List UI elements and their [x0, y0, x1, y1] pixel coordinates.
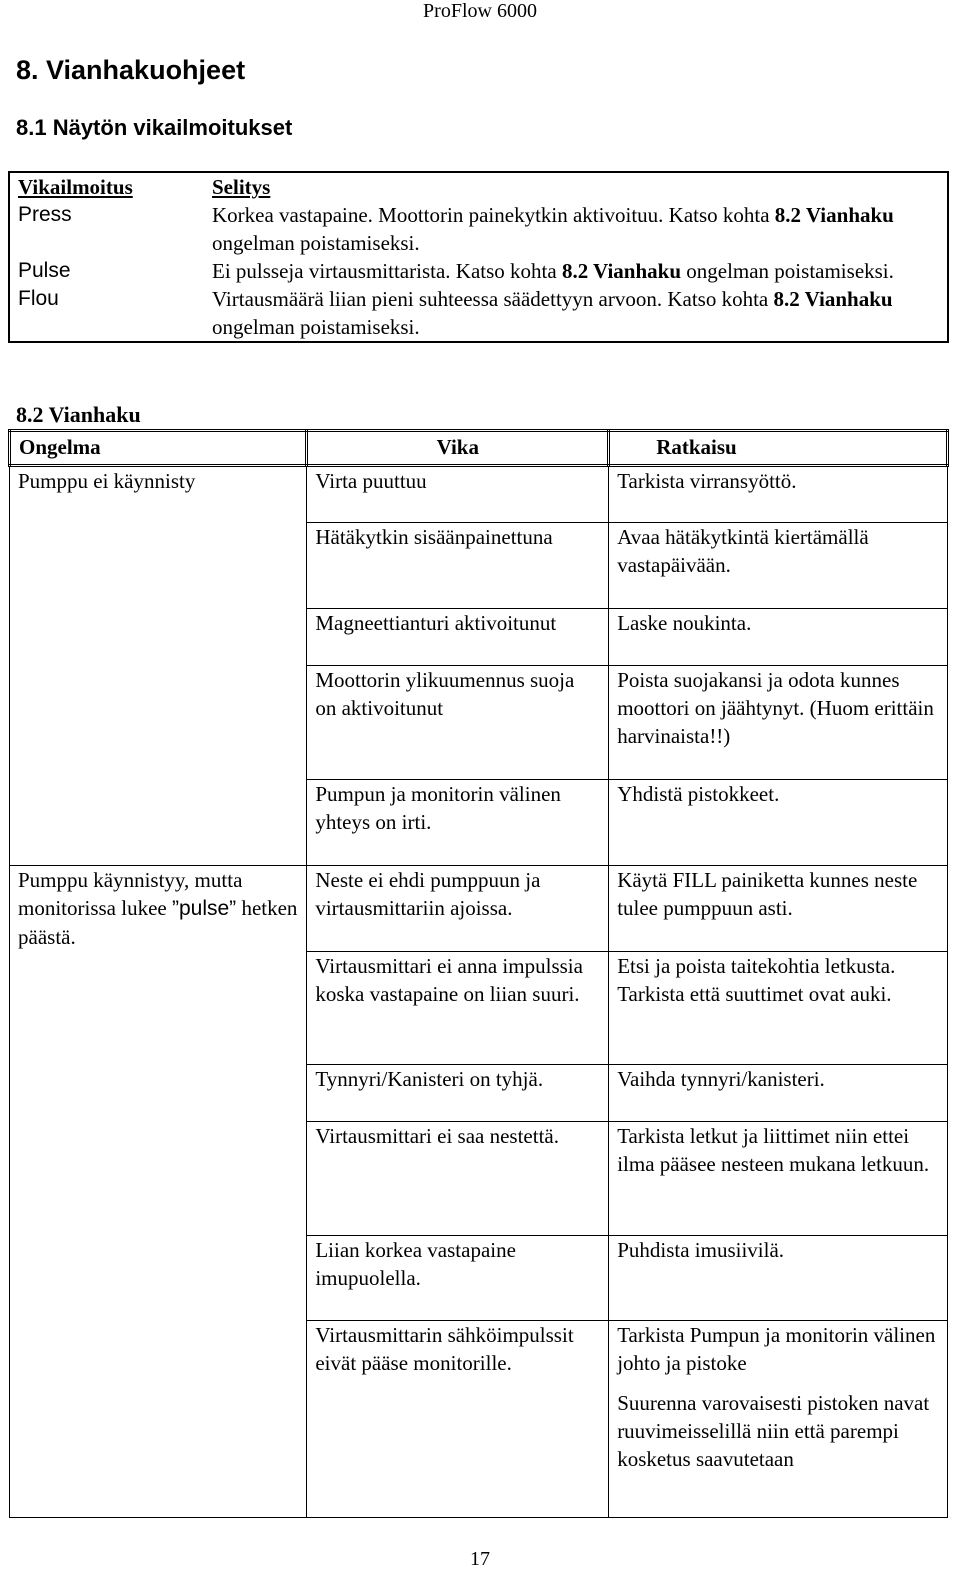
- table-row: [9, 201, 948, 257]
- subsection-heading-troubleshooting: 8.2 Vianhaku: [16, 402, 141, 427]
- page-number: 17: [470, 1548, 490, 1570]
- fault-cell: Liian korkea vastapaine imupuolella.: [307, 1236, 609, 1321]
- subsection-heading-display-errors: 8.1 Näytön vikailmoitukset: [16, 115, 293, 140]
- solution-cell: Tarkista virransyöttö.: [609, 466, 948, 523]
- fault-cell: Virta puuttuu: [307, 466, 609, 523]
- header-explanation: Selitys: [212, 175, 271, 199]
- error-code: Flou: [18, 287, 59, 310]
- problem-cell: Pumppu käynnistyy, mutta monitorissa lukee ”pulse” hetken päästä.: [10, 866, 307, 1518]
- page-header: ProFlow 6000: [423, 0, 537, 22]
- fault-cell: Hätäkytkin sisäänpainettuna: [307, 523, 609, 609]
- table-header-row: [9, 172, 948, 201]
- fault-cell: Virtausmittari ei saa nestettä.: [307, 1122, 609, 1236]
- solution-cell: Laske noukinta.: [609, 609, 948, 666]
- fault-cell: Moottorin ylikuumennus suoja on aktivoitunut: [307, 666, 609, 780]
- troubleshooting-table: [8, 429, 949, 1518]
- header-problem: Ongelma: [10, 431, 307, 466]
- table-row: [9, 257, 948, 285]
- table-row: [10, 466, 948, 523]
- fault-cell: Virtausmittarin sähköimpulssit eivät pääse monitorille.: [307, 1321, 609, 1518]
- solution-cell: Yhdistä pistokkeet.: [609, 780, 948, 866]
- fault-cell: Tynnyri/Kanisteri on tyhjä.: [307, 1065, 609, 1122]
- solution-cell: Etsi ja poista taitekohtia letkusta. Tarkista että suuttimet ovat auki.: [609, 952, 948, 1065]
- solution-cell: Tarkista Pumpun ja monitorin välinen johto ja pistoke Suurenna varovaisesti pistoken navat ruuvimeisselillä niin että parempi kosketus saavutetaan: [609, 1321, 948, 1518]
- error-code: Pulse: [18, 259, 71, 282]
- error-messages-table: [8, 171, 949, 343]
- fault-cell: Magneettianturi aktivoitunut: [307, 609, 609, 666]
- table-row: [9, 285, 948, 342]
- fault-cell: Virtausmittari ei anna impulssia koska vastapaine on liian suuri.: [307, 952, 609, 1065]
- fault-cell: Neste ei ehdi pumppuun ja virtausmittariin ajoissa.: [307, 866, 609, 952]
- header-solution: Ratkaisu: [609, 431, 948, 466]
- solution-cell: Poista suojakansi ja odota kunnes moottori on jäähtynyt. (Huom erittäin harvinaista!!): [609, 666, 948, 780]
- table-row: [10, 866, 948, 952]
- solution-cell: Käytä FILL painiketta kunnes neste tulee pumppuun asti.: [609, 866, 948, 952]
- section-heading: 8. Vianhakuohjeet: [16, 55, 246, 85]
- solution-cell: Puhdista imusiivilä.: [609, 1236, 948, 1321]
- header-fault: Vika: [307, 431, 609, 466]
- error-explanation: Korkea vastapaine. Moottorin painekytkin aktivoituu. Katso kohta 8.2 Vianhaku ongelman poistamiseksi.: [212, 203, 894, 255]
- solution-cell: Vaihda tynnyri/kanisteri.: [609, 1065, 948, 1122]
- fault-cell: Pumpun ja monitorin välinen yhteys on irti.: [307, 780, 609, 866]
- error-code: Press: [18, 203, 72, 226]
- solution-cell: Tarkista letkut ja liittimet niin ettei ilma pääsee nesteen mukana letkuun.: [609, 1122, 948, 1236]
- solution-cell: Avaa hätäkytkintä kiertämällä vastapäivään.: [609, 523, 948, 609]
- problem-cell: Pumppu ei käynnisty: [10, 466, 307, 866]
- error-explanation: Virtausmäärä liian pieni suhteessa säädettyyn arvoon. Katso kohta 8.2 Vianhaku ongelman poistamiseksi.: [212, 287, 893, 339]
- error-explanation: Ei pulsseja virtausmittarista. Katso kohta 8.2 Vianhaku ongelman poistamiseksi.: [212, 259, 894, 283]
- header-error: Vikailmoitus: [18, 175, 133, 199]
- table-header-row: [10, 431, 948, 466]
